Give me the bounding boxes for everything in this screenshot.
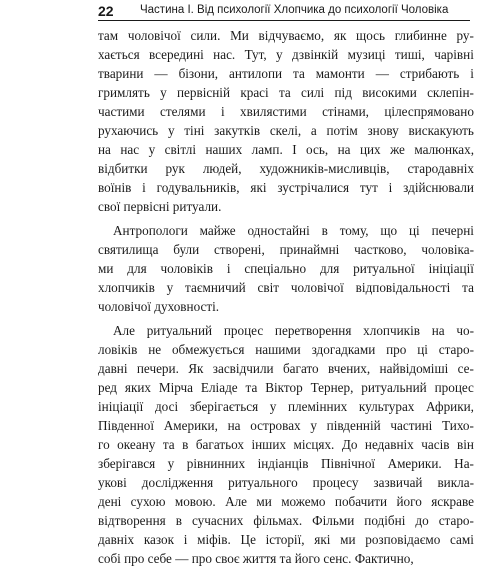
text-line: хлопчиків у таємничий світ чоловічої відповідальності та — [98, 280, 474, 295]
text-line: го океану та в багатьох інших місцях. До недавніх часів він — [98, 437, 474, 452]
text-line: святилища були створені, принаймні частково, чоловіка- — [98, 242, 474, 257]
text-line: рухаючись у тіні закутків скелі, а потім знову вискакують — [98, 123, 474, 138]
text-line: ініціації досі зберігається у племінних культурах Африки, — [98, 399, 474, 414]
text-line: тварини — бізони, антилопи та мамонти — стрибають і — [98, 66, 474, 81]
paragraph — [98, 221, 474, 316]
text-line: собі про себе — про своє життя та його сенс. Фактично, — [98, 551, 414, 566]
text-line: чоловічої духовності. — [98, 299, 220, 314]
paragraph — [98, 321, 474, 568]
text-line: зберігався у рівнинних індіанців Північної Америки. На- — [98, 456, 474, 471]
text-line: Але ритуальний процес перетворення хлопчиків на чо- — [113, 323, 474, 338]
text-line: відтворення в сучасних фільмах. Фільми подібні до старо- — [98, 513, 474, 528]
paragraph — [98, 26, 474, 216]
text-line: давніх казок і міфів. Це історії, які ми розповідаємо самі — [98, 532, 474, 547]
text-line: гримлять у первісній красі та силі під високими склепін- — [98, 85, 474, 100]
text-line: хається всередині нас. Тут, у дзвінкій музиці тиші, чарівні — [98, 47, 474, 62]
text-line: Антропологи майже одностайні в тому, що ці печерні — [113, 223, 474, 238]
text-line: частими стелями і хвилястими стінами, цілеспрямовано — [98, 104, 474, 119]
text-line: укові дослідження ритуального процесу зазвичай викла- — [98, 475, 474, 490]
running-head: Частина I. Від психології Хлопчика до психології Чоловіка — [140, 4, 449, 16]
text-line: свої первісні ритуали. — [98, 199, 222, 214]
text-line: Південної Америки, на островах у південній частині Тихо- — [98, 418, 474, 433]
text-line: на нас у світлі наших ламп. І ось, на цих же малюнках, — [98, 142, 474, 157]
text-line: там чоловічої сили. Ми відчуваємо, як щось глибинне ру- — [98, 28, 474, 43]
text-line: відбитки рук людей, художників-мисливців, стародавніх — [98, 161, 474, 176]
text-line: ред яких Мірча Еліаде та Віктор Тернер, ритуальний процес — [98, 380, 474, 395]
page-header — [98, 0, 470, 21]
text-line: давні печери. Як засвідчили багато вчених, найвідоміші се- — [98, 361, 474, 376]
text-line: воїнів і годувальників, які зустрічалися тут і здійснювали — [98, 180, 474, 195]
body-text — [98, 26, 474, 568]
page-number: 22 — [98, 3, 114, 19]
text-line: ловіків не обмежується нашими здогадками про ці старо- — [98, 342, 474, 357]
text-line: дені сухою мовою. Але ми можемо побачити його яскраве — [98, 494, 474, 509]
text-line: ми для чоловіків і спеціально для ритуальної ініціації — [98, 261, 474, 276]
